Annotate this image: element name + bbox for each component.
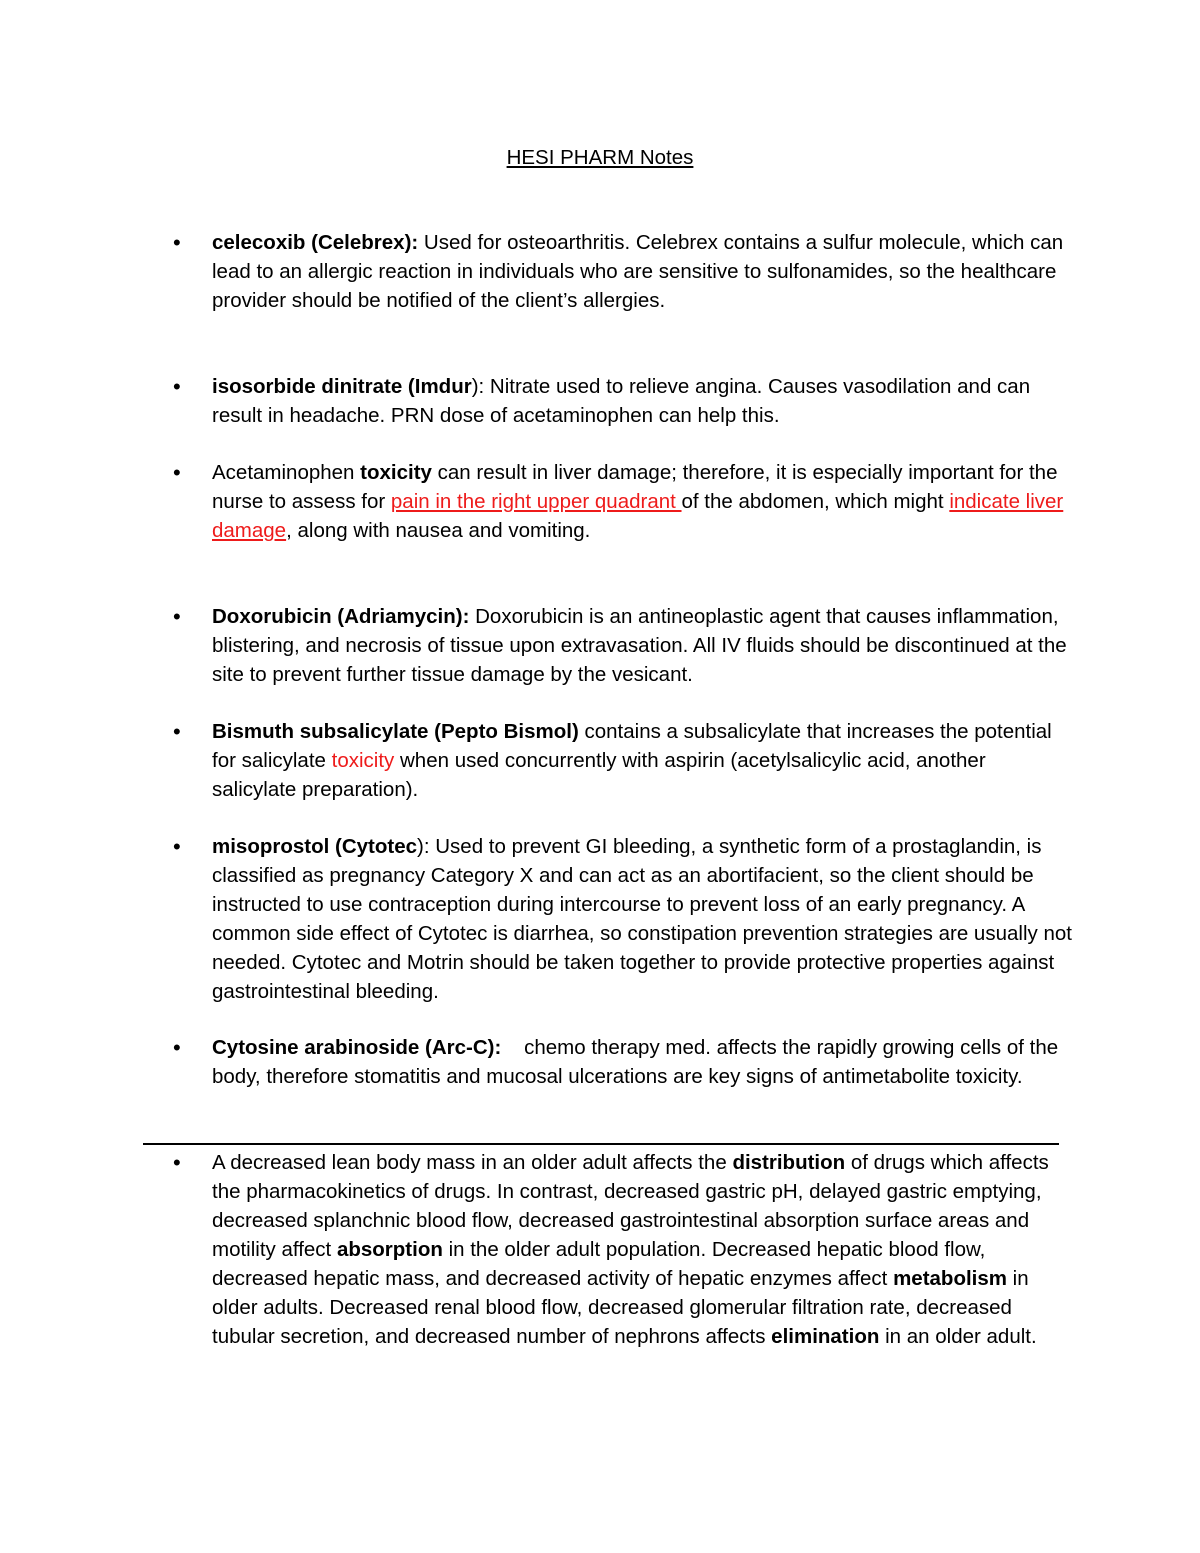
highlighted-text: indicate liver damage (212, 490, 1064, 542)
bullet-icon: • (173, 719, 181, 744)
bold-term: metabolism (893, 1267, 1007, 1290)
list-item-bismuth (173, 717, 1072, 804)
item-text: Nitrate used to relieve angina. Causes vasodilation and can result in headache. PRN dose of acetaminophen can help this. (212, 375, 1031, 427)
list-item-isosorbide (173, 372, 1072, 430)
drug-name: celecoxib (Celebrex): (212, 231, 419, 254)
bold-term: distribution (732, 1151, 846, 1174)
drug-name: misoprostol (Cytotec (212, 835, 418, 858)
item-text: can result in liver damage; therefore, it is especially important for the nurse to assess for (212, 461, 1058, 513)
drug-name-close: ): (417, 835, 436, 858)
list-item-older-adult (173, 1148, 1072, 1351)
item-text: contains a subsalicylate that increases the potential for salicylate (212, 720, 1052, 772)
item-text: in older adults. Decreased renal blood flow, decreased glomerular filtration rate, decreased tubular secretion, and decreased number of nephrons affects (212, 1267, 1029, 1348)
horizontal-divider (143, 1143, 1059, 1145)
item-text: in the older adult population. Decreased hepatic blood flow, decreased hepatic mass, and decreased activity of hepatic enzymes affect (212, 1238, 986, 1290)
drug-name-close: ): (471, 375, 490, 398)
drug-name: Doxorubicin (Adriamycin): (212, 605, 470, 628)
item-text: , along with nausea and vomiting. (286, 519, 591, 542)
bold-term: toxicity (360, 461, 432, 484)
bullet-icon: • (173, 1150, 181, 1175)
highlighted-text: toxicity (331, 749, 395, 772)
item-text: of drugs which affects the pharmacokinetics of drugs. In contrast, decreased gastric pH, delayed gastric emptying, decreased splanchnic blood flow, decreased gastrointestinal absorption surface areas and motility affect (212, 1151, 1049, 1261)
list-item-acetaminophen (173, 458, 1072, 545)
bullet-icon: • (173, 230, 181, 255)
item-text: when used concurrently with aspirin (acetylsalicylic acid, another salicylate preparation). (212, 749, 986, 801)
list-item-misoprostol (173, 832, 1072, 1006)
bullet-icon: • (173, 460, 181, 485)
bullet-icon: • (173, 834, 181, 859)
bullet-icon: • (173, 374, 181, 399)
highlighted-text: pain in the right upper quadrant (390, 490, 682, 513)
item-text: chemo therapy med. affects the rapidly growing cells of the body, therefore stomatitis and mucosal ulcerations are key signs of antimetabolite toxicity. (212, 1036, 1064, 1088)
bullet-icon: • (173, 1035, 181, 1060)
list-item-celecoxib (173, 228, 1072, 315)
item-text: Doxorubicin is an antineoplastic agent that causes inflammation, blistering, and necrosis of tissue upon extravasation. All IV fluids should be discontinued at the site to prevent further tissue damage by the vesicant. (212, 605, 1067, 686)
item-text: of the abdomen, which might (681, 490, 950, 513)
bold-term: elimination (771, 1325, 880, 1348)
item-text: Used to prevent GI bleeding, a synthetic form of a prostaglandin, is classified as pregnancy Category X and can act as an abortifacient, so the client should be instructed to use contraception during intercourse to prevent loss of an early pregnancy. A common side effect of Cytotec is diarrhea, so constipation prevention strategies are usually not needed. Cytotec and Motrin should be taken together to provide protective properties against gastrointestinal bleeding. (212, 835, 1072, 1003)
item-text: Acetaminophen (212, 461, 361, 484)
drug-name: Bismuth subsalicylate (Pepto Bismol) (212, 720, 579, 743)
list-item-doxorubicin (173, 602, 1072, 689)
item-text: Used for osteoarthritis. Celebrex contains a sulfur molecule, which can lead to an allergic reaction in individuals who are sensitive to sulfonamides, so the healthcare provider should be notified of the client’s allergies. (212, 231, 1064, 312)
drug-name: Cytosine arabinoside (Arc-C): (212, 1036, 502, 1059)
bold-term: absorption (336, 1238, 443, 1261)
list-item-cytosine (173, 1033, 1072, 1091)
item-text: A decreased lean body mass in an older adult affects the (212, 1151, 733, 1174)
bullet-icon: • (173, 604, 181, 629)
drug-name: isosorbide dinitrate (Imdur (212, 375, 472, 398)
page-title: HESI PHARM Notes (506, 146, 694, 169)
item-text: in an older adult. (879, 1325, 1037, 1348)
